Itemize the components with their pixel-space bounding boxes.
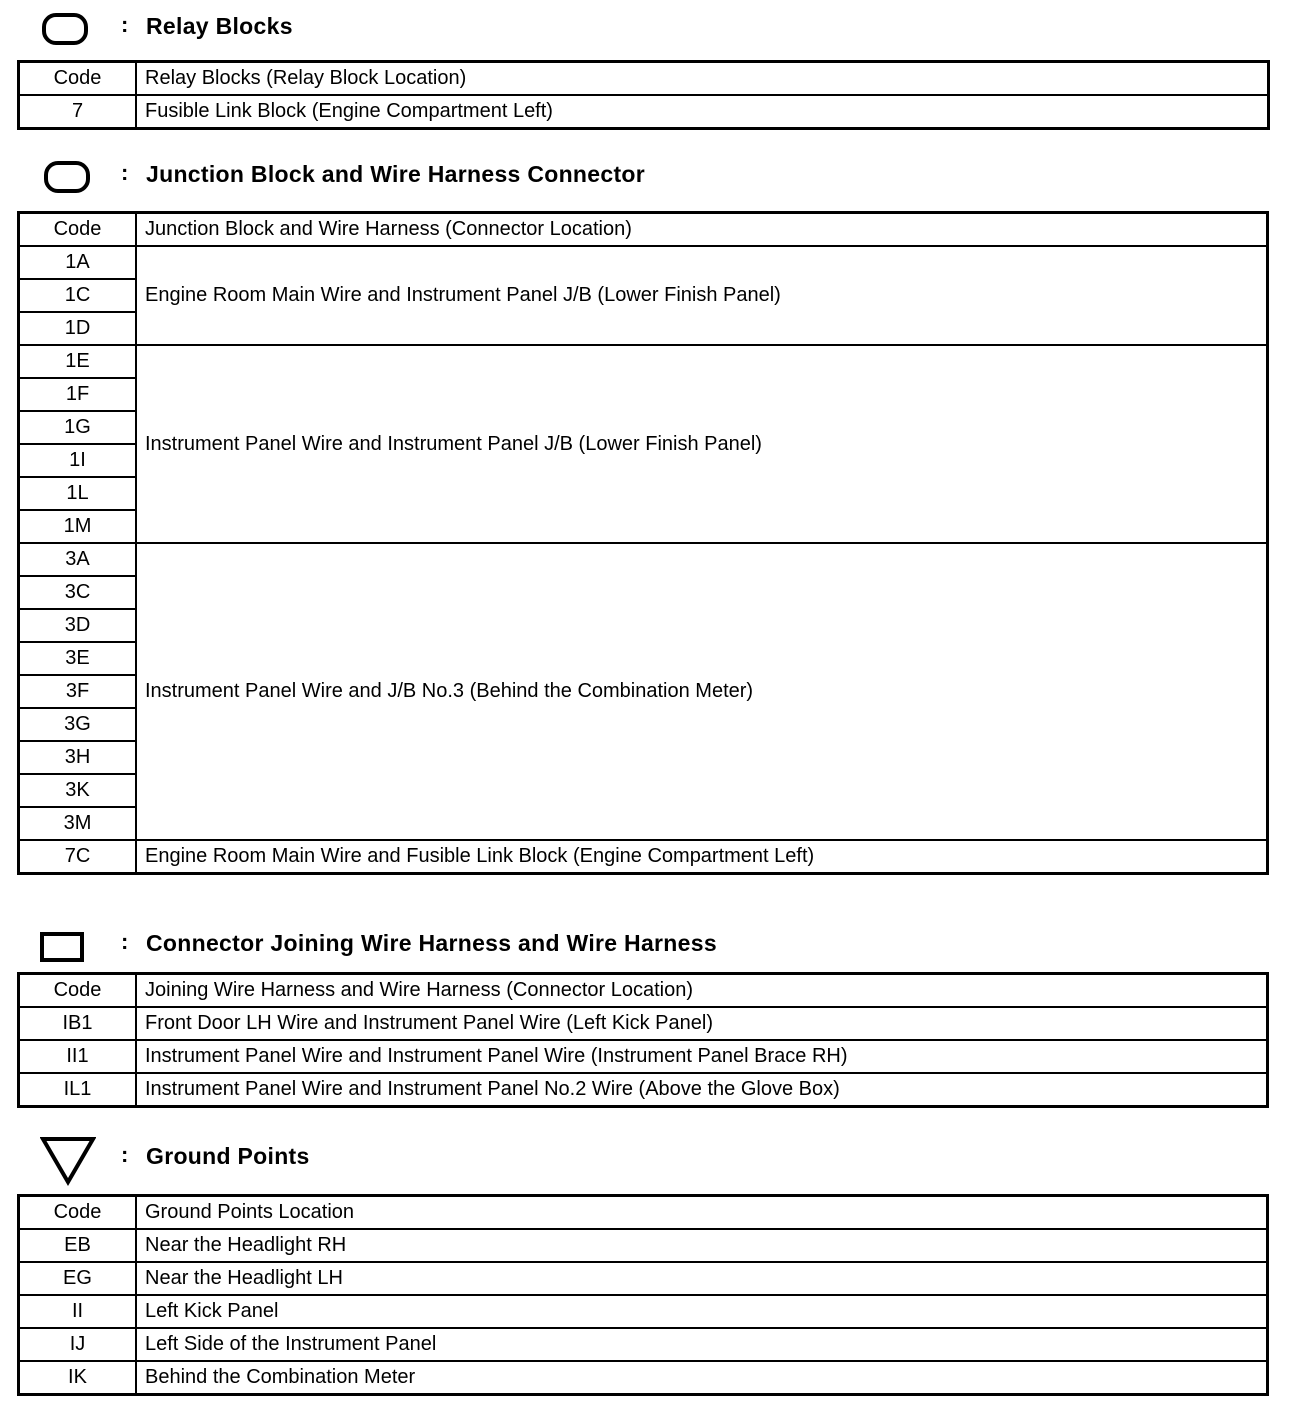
connector-joining-table: [17, 972, 1269, 1108]
code-cell: 1C: [19, 279, 137, 312]
code-header: Code: [19, 213, 137, 247]
code-cell: 3K: [19, 774, 137, 807]
code-cell: IK: [19, 1361, 137, 1395]
table-row: [19, 543, 1268, 576]
table-header-row: [19, 1196, 1268, 1230]
desc-cell: Fusible Link Block (Engine Compartment Left): [136, 95, 1269, 129]
code-cell: IB1: [19, 1007, 137, 1040]
table-row: [19, 246, 1268, 279]
table-row: [19, 1262, 1268, 1295]
code-cell: II1: [19, 1040, 137, 1073]
relay-blocks-table: [17, 60, 1270, 130]
table-header-row: [19, 62, 1269, 96]
code-cell: 1D: [19, 312, 137, 345]
code-cell: 1F: [19, 378, 137, 411]
desc-header: Joining Wire Harness and Wire Harness (Connector Location): [136, 974, 1268, 1008]
desc-cell: Behind the Combination Meter: [136, 1361, 1268, 1395]
junction-block-table: [17, 211, 1269, 875]
table-row: [19, 345, 1268, 378]
code-cell: IL1: [19, 1073, 137, 1107]
table-header-row: [19, 974, 1268, 1008]
ground-points-header: [0, 1138, 1312, 1178]
colon: :: [121, 12, 129, 37]
table-row: [19, 1328, 1268, 1361]
code-header: Code: [19, 974, 137, 1008]
code-cell: 1M: [19, 510, 137, 543]
code-cell: 3F: [19, 675, 137, 708]
code-cell: 3H: [19, 741, 137, 774]
desc-header: Junction Block and Wire Harness (Connector Location): [136, 213, 1268, 247]
code-cell: 3C: [19, 576, 137, 609]
code-cell: 1E: [19, 345, 137, 378]
code-cell: 3M: [19, 807, 137, 840]
desc-cell: Left Kick Panel: [136, 1295, 1268, 1328]
code-cell: 7: [19, 95, 137, 129]
desc-cell: Engine Room Main Wire and Fusible Link Block (Engine Compartment Left): [136, 840, 1268, 874]
desc-cell: Instrument Panel Wire and J/B No.3 (Behind the Combination Meter): [136, 543, 1268, 840]
desc-cell: Instrument Panel Wire and Instrument Panel Wire (Instrument Panel Brace RH): [136, 1040, 1268, 1073]
desc-header: Ground Points Location: [136, 1196, 1268, 1230]
colon: :: [121, 160, 129, 185]
connector-joining-header: [0, 925, 1312, 965]
desc-cell: Near the Headlight RH: [136, 1229, 1268, 1262]
code-cell: 1I: [19, 444, 137, 477]
table-row: [19, 1229, 1268, 1262]
desc-cell: Engine Room Main Wire and Instrument Panel J/B (Lower Finish Panel): [136, 246, 1268, 345]
code-cell: II: [19, 1295, 137, 1328]
desc-cell: Left Side of the Instrument Panel: [136, 1328, 1268, 1361]
code-cell: 1G: [19, 411, 137, 444]
section-heading: Junction Block and Wire Harness Connector: [146, 161, 646, 187]
code-cell: EG: [19, 1262, 137, 1295]
colon: :: [121, 1142, 129, 1167]
table-row: [19, 1007, 1268, 1040]
rounded-rectangle-icon: [42, 13, 88, 45]
table-row: [19, 840, 1268, 874]
table-row: [19, 1295, 1268, 1328]
code-cell: 3E: [19, 642, 137, 675]
desc-cell: Instrument Panel Wire and Instrument Panel No.2 Wire (Above the Glove Box): [136, 1073, 1268, 1107]
table-header-row: [19, 213, 1268, 247]
code-cell: EB: [19, 1229, 137, 1262]
code-cell: 3A: [19, 543, 137, 576]
desc-cell: Instrument Panel Wire and Instrument Panel J/B (Lower Finish Panel): [136, 345, 1268, 543]
code-cell: 1A: [19, 246, 137, 279]
desc-cell: Front Door LH Wire and Instrument Panel Wire (Left Kick Panel): [136, 1007, 1268, 1040]
rectangle-icon: [40, 932, 84, 962]
relay-blocks-header: [0, 8, 1312, 48]
table-row: [19, 1073, 1268, 1107]
colon: :: [121, 929, 129, 954]
code-cell: 3D: [19, 609, 137, 642]
junction-block-header: [0, 156, 1312, 196]
table-row: [19, 95, 1269, 129]
section-heading: Connector Joining Wire Harness and Wire Harness: [146, 930, 717, 956]
rounded-rectangle-icon: [44, 161, 90, 193]
desc-header: Relay Blocks (Relay Block Location): [136, 62, 1269, 96]
code-cell: 1L: [19, 477, 137, 510]
section-heading: Relay Blocks: [146, 13, 293, 39]
down-triangle-icon: [40, 1136, 96, 1186]
table-row: [19, 1361, 1268, 1395]
code-cell: 3G: [19, 708, 137, 741]
code-header: Code: [19, 1196, 137, 1230]
desc-cell: Near the Headlight LH: [136, 1262, 1268, 1295]
code-cell: IJ: [19, 1328, 137, 1361]
ground-points-table: [17, 1194, 1269, 1396]
code-header: Code: [19, 62, 137, 96]
code-cell: 7C: [19, 840, 137, 874]
section-heading: Ground Points: [146, 1143, 310, 1169]
table-row: [19, 1040, 1268, 1073]
